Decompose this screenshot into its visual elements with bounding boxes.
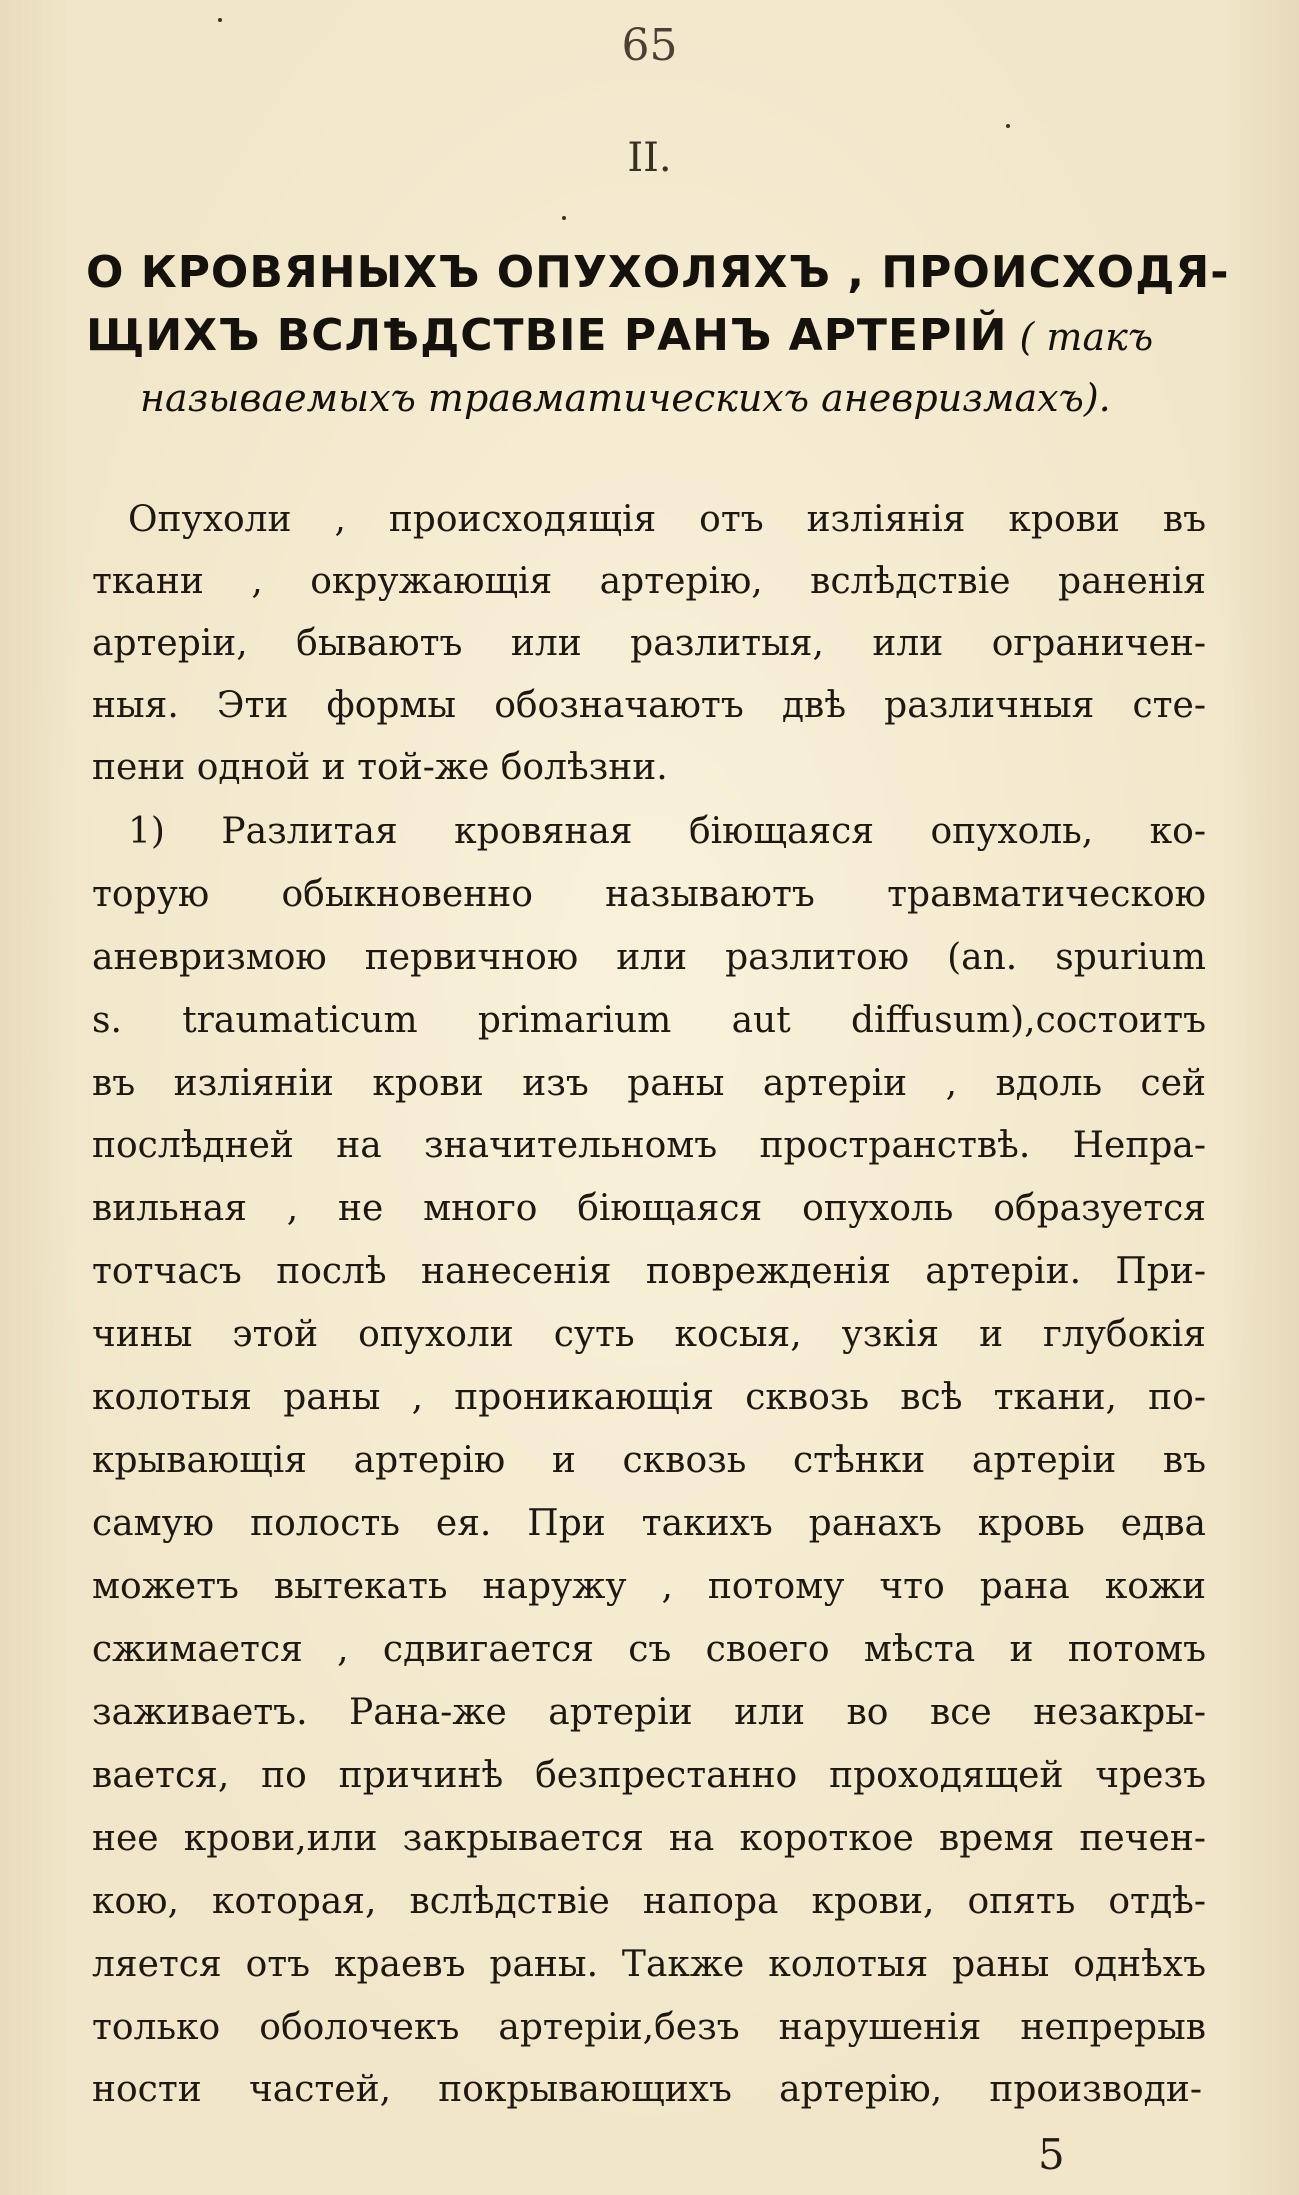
text-line: заживаетъ. Рана-же артеріи или во все незакры-: [92, 1692, 1206, 1733]
text-line: торую обыкновенно называютъ травматическою: [92, 874, 1206, 915]
text-line: вильная , не много біющаяся опухоль образуется: [92, 1188, 1206, 1229]
text-line: тотчасъ послѣ нанесенія поврежденія артеріи. При-: [92, 1251, 1206, 1292]
text-line: только оболочекъ артеріи,безъ нарушенія непрерыв: [92, 2007, 1206, 2048]
text-line: нее крови,или закрывается на короткое время печен-: [92, 1818, 1206, 1859]
ink-speck: [562, 216, 566, 220]
text-line: 1) Разлитая кровяная біющаяся опухоль, ко-: [128, 811, 1206, 852]
text-line: аневризмою первичною или разлитою (an. spurium: [92, 937, 1206, 978]
text-line: s. traumaticum primarium aut diffusum),состоитъ: [92, 1000, 1206, 1041]
text-line: пени одной и той-же болѣзни.: [92, 747, 668, 788]
chapter-title-line-2: [86, 310, 1216, 361]
text-line: самую полость ея. При такихъ ранахъ кровь едва: [92, 1503, 1206, 1544]
page-number: 65: [621, 20, 678, 71]
section-number: II.: [627, 135, 672, 181]
text-line: чины этой опухоли суть косыя, узкія и глубокія: [92, 1314, 1206, 1355]
chapter-title-line-1: О КРОВЯНЫХЪ ОПУХОЛЯХЪ , ПРОИСХОДЯ-: [86, 247, 1230, 298]
text-line: ности частей, покрывающихъ артерію, производи-: [92, 2069, 1202, 2110]
text-line: въ изліяніи крови изъ раны артеріи , вдоль сей: [92, 1063, 1206, 1104]
chapter-title-line-2-bold: ЩИХЪ ВСЛѢДСТВІЕ РАНЪ АРТЕРІЙ: [86, 310, 1008, 361]
text-line: ткани , окружающія артерію, вслѣдствіе раненія: [92, 561, 1206, 602]
text-line: послѣдней на значительномъ пространствѣ. Непра-: [92, 1125, 1206, 1166]
chapter-title-line-2-italic: ( такъ: [1007, 315, 1154, 359]
chapter-title-line-3: называемыхъ травматическихъ аневризмахъ).: [140, 376, 1111, 420]
text-line: вается, по причинѣ безпрестанно проходящей чрезъ: [92, 1755, 1206, 1796]
text-line: артеріи, бываютъ или разлитыя, или ограничен-: [92, 623, 1206, 664]
ink-speck: [1006, 124, 1010, 128]
text-line: можетъ вытекать наружу , потому что рана кожи: [92, 1566, 1206, 1607]
signature-mark: 5: [1038, 2130, 1065, 2179]
text-line: кою, которая, вслѣдствіе напора крови, опять отдѣ-: [92, 1881, 1206, 1922]
text-line: крывающія артерію и сквозь стѣнки артеріи въ: [92, 1440, 1206, 1481]
text-line: Опухоли , происходящія отъ изліянія крови въ: [128, 499, 1206, 540]
text-line: ляется отъ краевъ раны. Также колотыя раны однѣхъ: [92, 1944, 1206, 1985]
text-line: колотыя раны , проникающія сквозь всѣ ткани, по-: [92, 1377, 1206, 1418]
text-line: ныя. Эти формы обозначаютъ двѣ различныя сте-: [92, 685, 1206, 726]
text-line: сжимается , сдвигается съ своего мѣста и потомъ: [92, 1629, 1206, 1670]
